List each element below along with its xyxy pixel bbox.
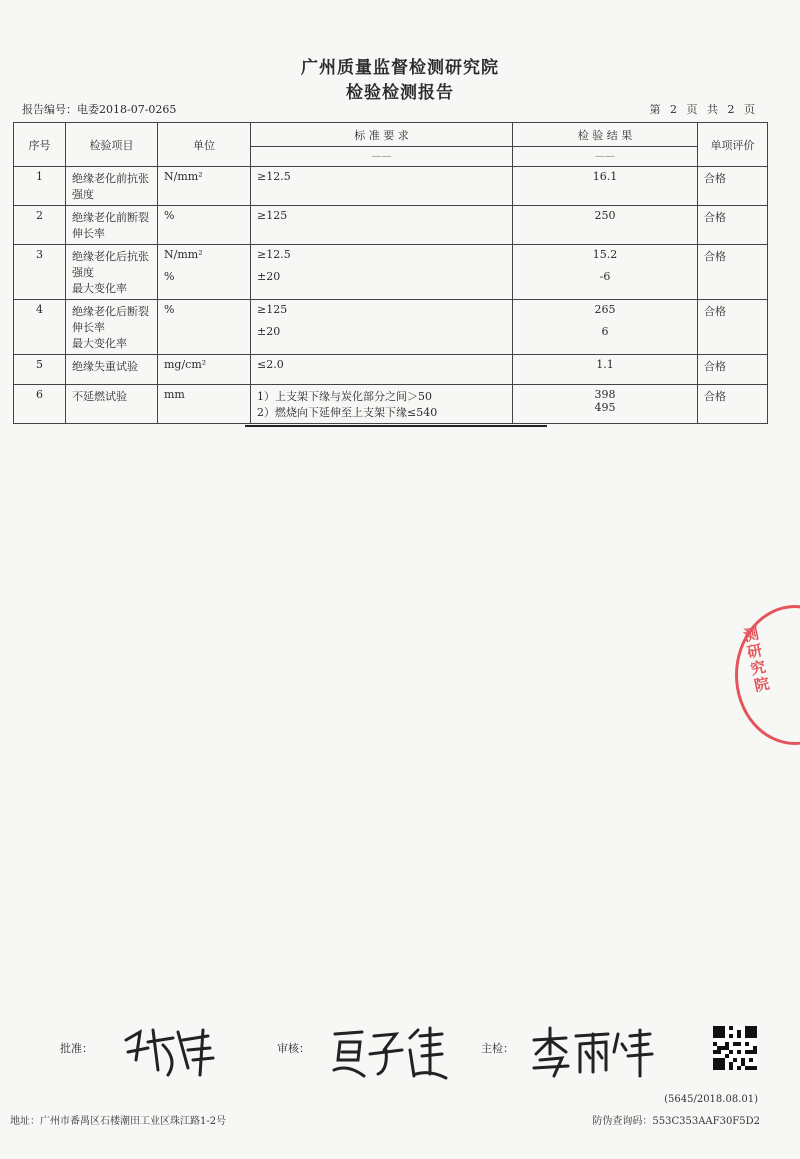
row-unit: mg/cm² bbox=[158, 355, 251, 385]
row-result bbox=[513, 385, 698, 424]
row-unit-line: N/mm² bbox=[164, 248, 203, 261]
header-standard-sub: —— bbox=[251, 147, 513, 167]
seal-text: 测研究院 bbox=[740, 624, 772, 696]
row-result: 1.1 bbox=[513, 355, 698, 385]
row-result bbox=[513, 245, 698, 300]
row-standard bbox=[251, 300, 513, 355]
row-standard bbox=[251, 245, 513, 300]
row-seq: 6 bbox=[14, 385, 66, 424]
row-standard-line: ±20 bbox=[257, 325, 281, 338]
row-item: 绝缘老化前抗张强度 bbox=[66, 167, 158, 206]
row-seq: 1 bbox=[14, 167, 66, 206]
header-seq: 序号 bbox=[14, 123, 66, 167]
row-unit: % bbox=[158, 206, 251, 245]
row-result-line: 398 bbox=[594, 388, 616, 401]
row-standard: ≤2.0 bbox=[251, 355, 513, 385]
row-item: 绝缘失重试验 bbox=[66, 355, 158, 385]
row-item-line: 绝缘老化后抗张强度 bbox=[72, 250, 149, 279]
row-standard-line: 2）燃烧向下延伸至上支架下缘≤540 bbox=[257, 406, 438, 419]
header-standard: 标 准 要 求 bbox=[251, 123, 513, 147]
page-info: 第 2 页 共 2 页 bbox=[649, 103, 755, 116]
approver-signature bbox=[118, 1020, 218, 1080]
end-of-table-rule bbox=[245, 425, 547, 427]
table-row bbox=[14, 245, 768, 300]
row-unit: mm bbox=[158, 385, 251, 424]
table-row bbox=[14, 300, 768, 355]
row-evaluation: 合格 bbox=[698, 206, 768, 245]
row-evaluation: 合格 bbox=[698, 300, 768, 355]
row-standard: ≥125 bbox=[251, 206, 513, 245]
row-evaluation: 合格 bbox=[698, 245, 768, 300]
row-result bbox=[513, 300, 698, 355]
table-row bbox=[14, 355, 768, 385]
official-seal-stamp bbox=[735, 605, 800, 745]
address: 地址：广州市番禺区石楼潮田工业区珠江路1-2号 bbox=[10, 1116, 227, 1127]
approve-label: 批准： bbox=[60, 1042, 93, 1055]
doc-title: 检验检测报告 bbox=[346, 83, 454, 103]
row-unit: N/mm² bbox=[158, 167, 251, 206]
row-evaluation: 合格 bbox=[698, 167, 768, 206]
table-row bbox=[14, 385, 768, 424]
org-title: 广州质量监督检测研究院 bbox=[301, 58, 499, 78]
row-standard: ≥12.5 bbox=[251, 167, 513, 206]
row-result-line: 265 bbox=[594, 303, 616, 316]
row-result-line: 495 bbox=[594, 401, 616, 414]
row-unit: % bbox=[158, 300, 251, 355]
row-result: 16.1 bbox=[513, 167, 698, 206]
header-item: 检验项目 bbox=[66, 123, 158, 167]
inspector-signature bbox=[530, 1020, 655, 1080]
row-seq: 4 bbox=[14, 300, 66, 355]
row-standard-line: ≥125 bbox=[257, 303, 288, 316]
review-label: 审核： bbox=[277, 1042, 310, 1055]
row-item bbox=[66, 300, 158, 355]
row-unit bbox=[158, 245, 251, 300]
row-item-line: 最大变化率 bbox=[72, 337, 127, 350]
row-item bbox=[66, 245, 158, 300]
row-standard-line: 1）上支架下缘与炭化部分之间＞50 bbox=[257, 390, 432, 403]
anti-fake-code: 防伪查询码：553C353AAF30F5D2 bbox=[592, 1116, 760, 1127]
row-evaluation: 合格 bbox=[698, 385, 768, 424]
reviewer-signature bbox=[330, 1020, 450, 1080]
table-row bbox=[14, 206, 768, 245]
row-item-line: 绝缘老化后断裂伸长率 bbox=[72, 305, 149, 334]
header-result: 检 验 结 果 bbox=[513, 123, 698, 147]
results-table bbox=[13, 122, 768, 424]
row-item-line: 最大变化率 bbox=[72, 282, 127, 295]
report-number: 报告编号：电委2018-07-0265 bbox=[22, 103, 177, 116]
qr-code-icon bbox=[713, 1026, 757, 1070]
date-code: (5645/2018.08.01) bbox=[664, 1094, 758, 1105]
row-standard bbox=[251, 385, 513, 424]
row-result-line: -6 bbox=[599, 270, 611, 283]
table-row bbox=[14, 167, 768, 206]
row-unit-line: % bbox=[164, 270, 175, 283]
row-item: 不延燃试验 bbox=[66, 385, 158, 424]
header-result-sub: —— bbox=[513, 147, 698, 167]
row-result-line: 15.2 bbox=[592, 248, 618, 261]
row-item: 绝缘老化前断裂伸长率 bbox=[66, 206, 158, 245]
row-standard-line: ±20 bbox=[257, 270, 281, 283]
inspect-label: 主检： bbox=[481, 1042, 514, 1055]
row-seq: 2 bbox=[14, 206, 66, 245]
row-result-line: 6 bbox=[601, 325, 609, 338]
row-evaluation: 合格 bbox=[698, 355, 768, 385]
header-unit: 单位 bbox=[158, 123, 251, 167]
row-seq: 5 bbox=[14, 355, 66, 385]
row-seq: 3 bbox=[14, 245, 66, 300]
row-standard-line: ≥12.5 bbox=[257, 248, 291, 261]
row-result: 250 bbox=[513, 206, 698, 245]
header-evaluation: 单项评价 bbox=[698, 123, 768, 167]
